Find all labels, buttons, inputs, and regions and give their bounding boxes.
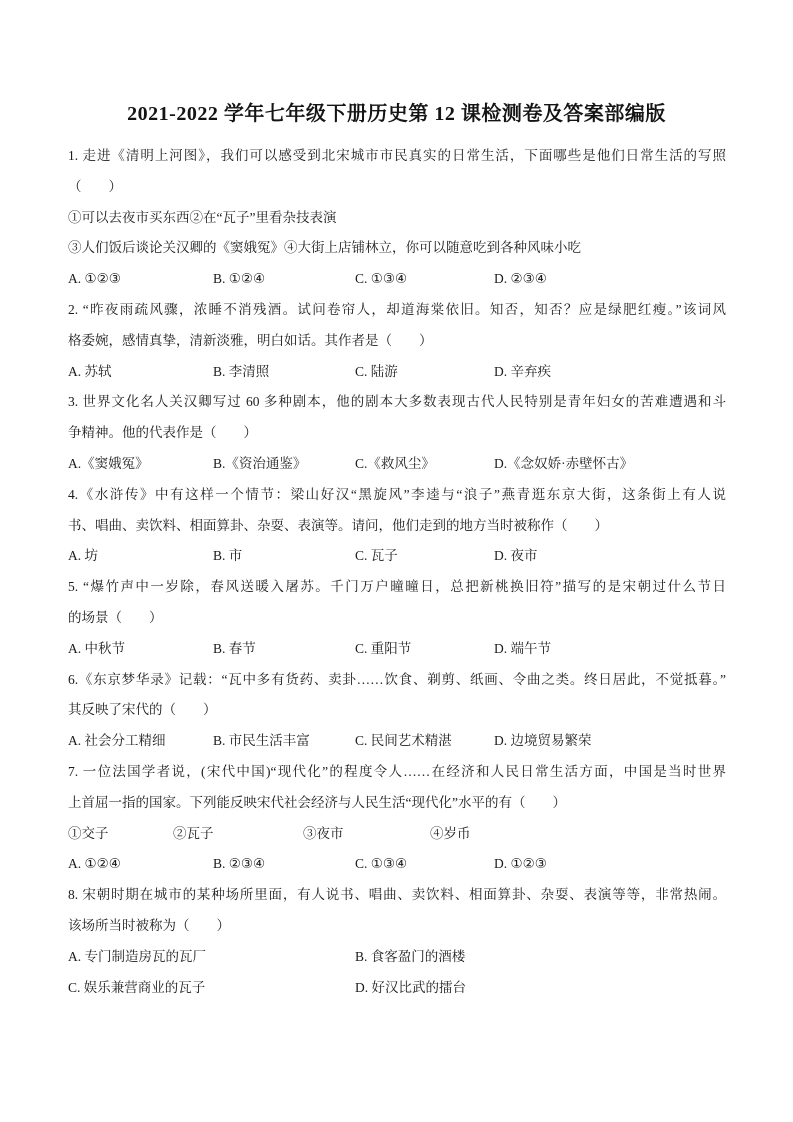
question-stem-line: 其反映了宋代的（ ） xyxy=(68,702,217,718)
options-row xyxy=(68,449,726,480)
question-stem-line: 5. “爆竹声中一岁除，春风送暖入屠苏。千门万户曈曈日，总把新桃换旧符”描写的是宋朝过什么节日 xyxy=(68,579,726,595)
options-row xyxy=(68,849,726,880)
page-title: 2021-2022 学年七年级下册历史第 12 课检测卷及答案部编版 xyxy=(127,103,666,125)
options-row xyxy=(68,357,726,388)
option-a: A. ①②③ xyxy=(68,271,121,287)
options-row xyxy=(68,634,726,665)
option-c: C. 民间艺术精湛 xyxy=(355,733,452,749)
question-item-line: ③人们饭后谈论关汉卿的《窦娥冤》④大街上店铺林立，你可以随意吃到各种风味小吃 xyxy=(68,240,581,256)
option-b: B. 食客盈门的酒楼 xyxy=(355,948,466,964)
numbered-items-row xyxy=(68,819,726,850)
options-row xyxy=(68,726,726,757)
option-b: B. 李清照 xyxy=(213,363,270,379)
option-a: A.《窦娥冤》 xyxy=(68,455,149,471)
question-stem-line: 7. 一位法国学者说，(宋代中国)“现代化”的程度令人……在经济和人民日常生活方面，中国是当时世界 xyxy=(68,763,726,779)
question-stem-line: 8. 宋朝时期在城市的某种场所里面，有人说书、唱曲、卖饮料、相面算卦、杂耍、表演等等，非常热闹。 xyxy=(68,887,726,903)
answer-blank-parentheses: （ ） xyxy=(68,178,122,194)
question-stem-line: 2. “昨夜雨疏风骤，浓睡不消残酒。试问卷帘人，却道海棠依旧。知否，知否？应是绿肥红瘦。”该词风 xyxy=(68,301,726,317)
question-4 xyxy=(68,480,726,572)
question-stem-line: 争精神。他的代表作是（ ） xyxy=(68,425,257,441)
option-d: D. ①②③ xyxy=(494,856,547,872)
question-2 xyxy=(68,295,726,387)
option-c: C. 重阳节 xyxy=(355,640,412,656)
option-d: D. 辛弃疾 xyxy=(494,363,551,379)
item-1: ①交子 xyxy=(68,825,109,841)
option-d: D. 边境贸易繁荣 xyxy=(494,733,592,749)
option-d: D. 好汉比武的擂台 xyxy=(355,979,466,995)
question-stem-line: 书、唱曲、卖饮料、相面算卦、杂耍、表演等。请问，他们走到的地方当时被称作（ ） xyxy=(68,517,608,533)
options-row xyxy=(68,942,726,973)
option-c: C. 陆游 xyxy=(355,363,398,379)
question-1 xyxy=(68,141,726,295)
option-d: D. 端午节 xyxy=(494,640,551,656)
option-c: C. 瓦子 xyxy=(355,548,398,564)
option-b: B. 市民生活丰富 xyxy=(213,733,310,749)
option-b: B.《资治通鉴》 xyxy=(213,455,307,471)
option-d: D.《念奴娇·赤壁怀古》 xyxy=(494,455,634,471)
option-b: B. 春节 xyxy=(213,640,256,656)
question-item-line: ①可以去夜市买东西②在“瓦子”里看杂技表演 xyxy=(68,209,337,225)
question-8 xyxy=(68,880,726,1003)
option-a: A. 专门制造房瓦的瓦厂 xyxy=(68,948,206,964)
question-stem-line: 上首屈一指的国家。下列能反映宋代社会经济与人民生活“现代化”水平的有（ ） xyxy=(68,794,566,810)
item-3: ③夜市 xyxy=(303,825,344,841)
question-stem-line: 该场所当时被称为（ ） xyxy=(68,917,230,933)
option-a: A. 苏轼 xyxy=(68,363,112,379)
option-b: B. 市 xyxy=(213,548,243,564)
question-stem-line: 4.《水浒传》中有这样一个情节：梁山好汉“黑旋风”李逵与“浪子”燕青逛东京大街，这条街上有人说 xyxy=(68,486,726,502)
question-stem-line: 格委婉，感情真挚，清新淡雅，明白如话。其作者是（ ） xyxy=(68,332,433,348)
option-d: D. 夜市 xyxy=(494,548,538,564)
exam-body xyxy=(68,141,726,1003)
option-c: C. ①③④ xyxy=(355,271,408,287)
option-a: A. ①②④ xyxy=(68,856,121,872)
question-stem-line: 的场景（ ） xyxy=(68,609,163,625)
item-2: ②瓦子 xyxy=(173,825,214,841)
option-c: C.《救风尘》 xyxy=(355,455,435,471)
question-5 xyxy=(68,572,726,664)
question-stem-line: 3. 世界文化名人关汉卿写过 60 多种剧本，他的剧本大多数表现古代人民特别是青年妇女的苦难遭遇和斗 xyxy=(68,394,726,410)
option-b: B. ②③④ xyxy=(213,856,266,872)
option-a: A. 坊 xyxy=(68,548,98,564)
item-4: ④岁币 xyxy=(430,825,471,841)
question-3 xyxy=(68,387,726,479)
option-c: C. 娱乐兼营商业的瓦子 xyxy=(68,979,206,995)
options-row xyxy=(68,973,726,1004)
question-7 xyxy=(68,757,726,880)
question-stem-line: 1. 走进《清明上河图》，我们可以感受到北宋城市市民真实的日常生活，下面哪些是他们日常生活的写照 xyxy=(68,148,726,163)
option-a: A. 社会分工精细 xyxy=(68,733,166,749)
option-a: A. 中秋节 xyxy=(68,640,125,656)
options-row xyxy=(68,264,726,295)
option-d: D. ②③④ xyxy=(494,271,547,287)
question-stem-line: 6.《东京梦华录》记载：“瓦中多有货药、卖卦……饮食、剃剪、纸画、令曲之类。终日居此，不觉抵暮。” xyxy=(68,671,726,687)
question-6 xyxy=(68,665,726,757)
options-row xyxy=(68,541,726,572)
option-c: C. ①③④ xyxy=(355,856,408,872)
option-b: B. ①②④ xyxy=(213,271,266,287)
